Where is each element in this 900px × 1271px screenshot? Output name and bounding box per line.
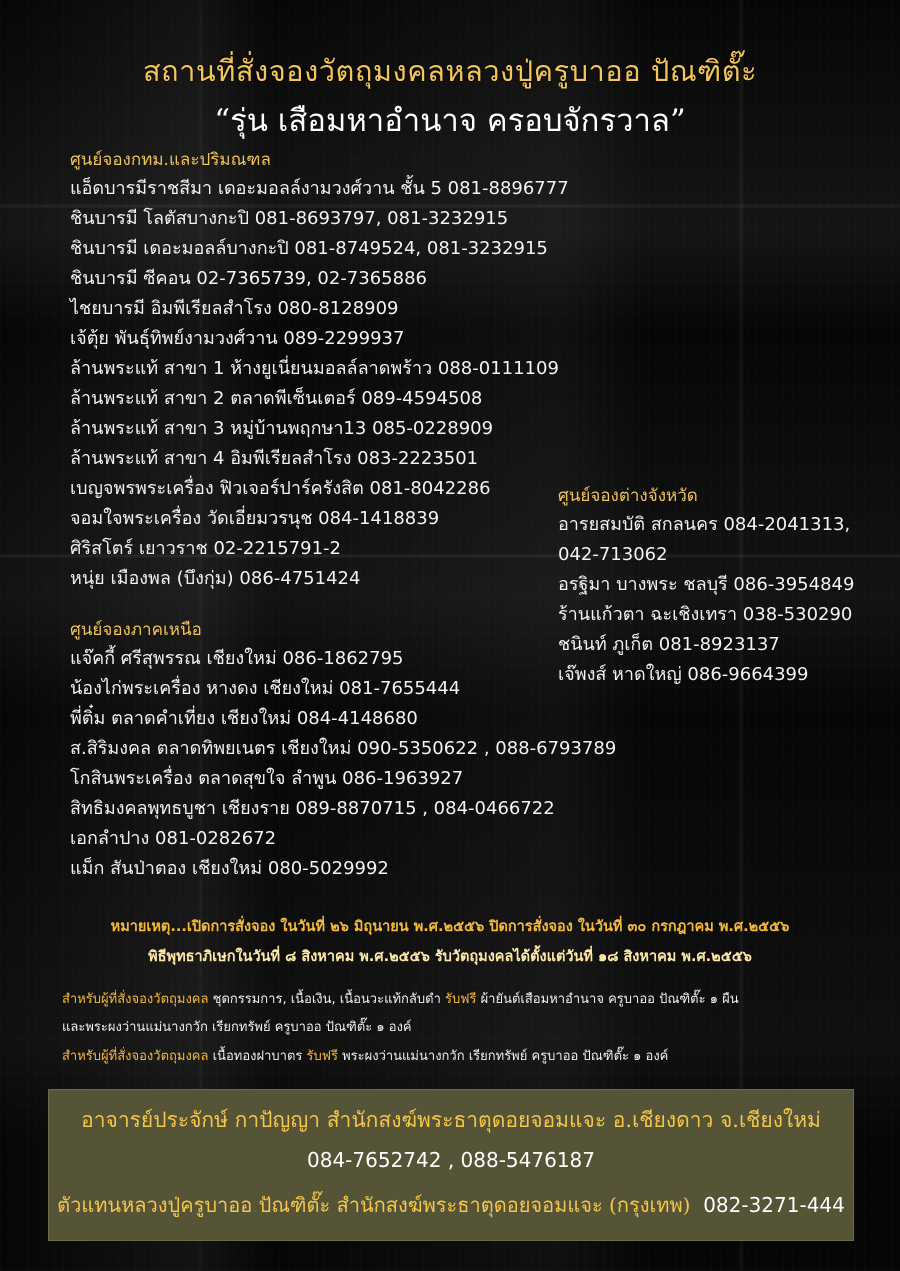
- list-item: ชนินท์ ภูเก็ต 081-8923137: [558, 634, 780, 655]
- provinces-heading: ศูนย์จองต่างจังหวัด: [558, 486, 698, 506]
- list-item: พี่ติ๋ม ตลาดคำเที่ยง เชียงใหม่ 084-4148680: [70, 708, 418, 729]
- list-item: ชินบารมี เดอะมอลล์บางกะปิ 081-8749524, 081-3232915: [70, 238, 548, 259]
- note-ceremony-dates: พิธีพุทธาภิเษกในวันที่ ๘ สิงหาคม พ.ศ.๒๕๕๖ รับวัตถุมงคลได้ตั้งแต่วันที่ ๑๘ สิงหาคม พ.ศ.๒๕๕๖: [148, 949, 752, 965]
- note-order-dates: หมายเหตุ...เปิดการสั่งจอง ในวันที่ ๒๖ มิถุนายน พ.ศ.๒๕๕๖ ปิดการสั่งจอง ในวันที่ ๓๐ กรกฎาคม พ.ศ.๒๕๕๖: [110, 919, 790, 935]
- list-item: ส.สิริมงคล ตลาดทิพยเนตร เชียงใหม่ 090-5350622 , 088-6793789: [70, 738, 617, 759]
- list-item: จอมใจพระเครื่อง วัดเอี่ยมวรนุช 084-1418839: [70, 508, 440, 529]
- offer-items: ชุดกรรมการ, เนื้อเงิน, เนื้อนวะแท้กลับดำ: [208, 992, 446, 1007]
- offer-free-badge: รับฟรี: [445, 992, 477, 1007]
- offer-free-badge: รับฟรี: [306, 1049, 338, 1064]
- list-item: หนุ่ย เมืองพล (บึงกุ่ม) 086-4751424: [70, 568, 361, 589]
- offer-2: [62, 1045, 668, 1066]
- list-item: เจ้ตุ้ย พันธุ์ทิพย์งามวงศ์วาน 089-2299937: [70, 328, 405, 349]
- list-item: น้องไก่พระเครื่อง หางดง เชียงใหม่ 081-7655444: [70, 678, 461, 699]
- list-item: สิทธิมงคลพุทธบูชา เชียงราย 089-8870715 , 084-0466722: [70, 798, 555, 819]
- north-heading: ศูนย์จองภาคเหนือ: [70, 620, 202, 640]
- offer-gift: ผ้ายันต์เสือมหาอำนาจ ครูบาออ ปัณฑิตั๊ะ ๑ ผืน: [476, 992, 739, 1007]
- offer-items: เนื้อทองฝาบาตร: [208, 1049, 307, 1064]
- contact-representative: [49, 1189, 853, 1221]
- offer-gift: พระผงว่านแม่นางกวัก เรียกทรัพย์ ครูบาออ ปัณฑิตั๊ะ ๑ องค์: [337, 1049, 669, 1064]
- representative-phone: 082-3271-444: [703, 1193, 845, 1217]
- offer-1: [62, 988, 739, 1009]
- list-item: ล้านพระแท้ สาขา 1 ห้างยูเนี่ยนมอลล์ลาดพร้าว 088-0111109: [70, 358, 559, 379]
- list-item: แจ๊คกี้ ศรีสุพรรณ เชียงใหม่ 086-1862795: [70, 648, 404, 669]
- list-item: แม็ก สันป่าตอง เชียงใหม่ 080-5029992: [70, 858, 389, 879]
- contact-phones: 084-7652742 , 088-5476187: [307, 1148, 595, 1172]
- page-title: สถานที่สั่งจองวัตถุมงคลหลวงปู่ครูบาออ ปัณฑิตั๊ะ: [142, 54, 758, 88]
- list-item: 042-713062: [558, 544, 668, 565]
- list-item: โกสินพระเครื่อง ตลาดสุขใจ ลำพูน 086-1963927: [70, 768, 464, 789]
- page-subtitle: “รุ่น เสือมหาอำนาจ ครอบจักรวาล”: [214, 103, 686, 139]
- list-item: เบญจพรพระเครื่อง ฟิวเจอร์ปาร์ครังสิต 081-8042286: [70, 478, 491, 499]
- list-item: ล้านพระแท้ สาขา 3 หมู่บ้านพฤกษา13 085-0228909: [70, 418, 494, 439]
- list-item: ชินบารมี โลตัสบางกะปิ 081-8693797, 081-3232915: [70, 208, 509, 229]
- bangkok-heading: ศูนย์จองกทม.และปริมณฑล: [70, 150, 271, 170]
- representative-name: ตัวแทนหลวงปู่ครูบาออ ปัณฑิตั๊ะ สำนักสงฆ์พระธาตุดอยจอมแจะ (กรุงเทพ): [57, 1193, 691, 1217]
- bangkok-section: [70, 146, 569, 594]
- list-item: ร้านแก้วตา ฉะเชิงเทรา 038-530290: [558, 604, 853, 625]
- list-item: อารยสมบัติ สกลนคร 084-2041313,: [558, 514, 851, 535]
- list-item: ชินบารมี ซีคอน 02-7365739, 02-7365886: [70, 268, 427, 289]
- contact-box: [48, 1089, 854, 1241]
- list-item: เอกลำปาง 081-0282672: [70, 828, 277, 849]
- list-item: ล้านพระแท้ สาขา 2 ตลาดพีเซ็นเตอร์ 089-4594508: [70, 388, 483, 409]
- offer-label: สำหรับผู้ที่สั่งจองวัตถุมงคล: [62, 992, 209, 1007]
- list-item: ไชยบารมี อิมพีเรียลสำโรง 080-8128909: [70, 298, 399, 319]
- list-item: ล้านพระแท้ สาขา 4 อิมพีเรียลสำโรง 083-2223501: [70, 448, 479, 469]
- north-section: [70, 616, 616, 884]
- list-item: เจ๊พงส์ หาดใหญ่ 086-9664399: [558, 664, 809, 685]
- contact-master: อาจารย์ประจักษ์ กาปัญญา สำนักสงฆ์พระธาตุดอยจอมแจะ อ.เชียงดาว จ.เชียงใหม่: [81, 1108, 821, 1132]
- offer-1-cont: และพระผงว่านแม่นางกวัก เรียกทรัพย์ ครูบาออ ปัณฑิตั๊ะ ๑ องค์: [62, 1020, 412, 1035]
- list-item: แอ็ดบารมีราชสีมา เดอะมอลล์งามวงศ์วาน ชั้น 5 081-8896777: [70, 178, 569, 199]
- list-item: ศิริสโตร์ เยาวราช 02-2215791-2: [70, 538, 341, 559]
- list-item: อรฐิมา บางพระ ชลบุรี 086-3954849: [558, 574, 855, 595]
- offer-label: สำหรับผู้ที่สั่งจองวัตถุมงคล: [62, 1049, 209, 1064]
